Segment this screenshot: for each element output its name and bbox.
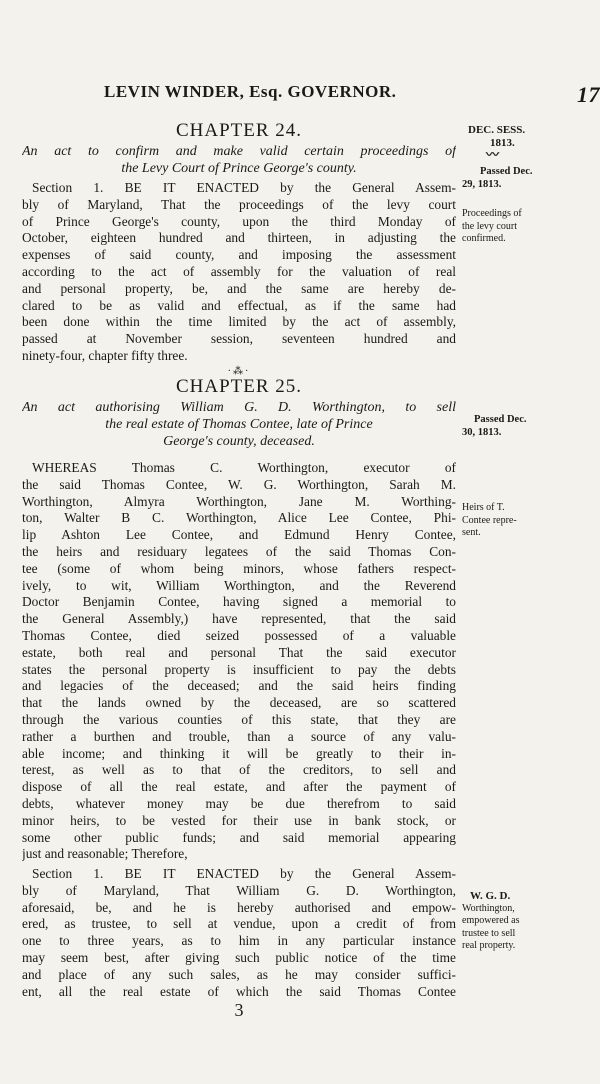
margin-ch24-passed-1: Passed Dec. — [480, 166, 533, 177]
margin-heirs-1: Heirs of T. — [462, 502, 505, 513]
margin-ch24-note-3: confirmed. — [462, 233, 506, 244]
preamble-line-18: able income; and thinking it will be greatly to their in- — [22, 745, 456, 761]
margin-session — [468, 124, 588, 162]
margin-ch24-note-2: the levy court — [462, 220, 517, 232]
chapter-24-line-2: bly of Maryland, That the proceedings of the levy court — [22, 196, 456, 212]
chapter-24-heading: CHAPTER 24. — [175, 120, 303, 141]
margin-ch24-note-1: Proceedings of — [462, 208, 522, 219]
preamble-line-23: some other public funds; and said memorial appearing — [22, 829, 456, 845]
margin-heirs-3: sent. — [462, 527, 481, 538]
preamble-line-14: and legacies of the deceased; and the said heirs finding — [22, 678, 456, 694]
margin-ch25-heirs — [462, 502, 582, 540]
page-number: 17 — [577, 82, 600, 107]
chapter-25-title-line-2: the real estate of Thomas Contee, late of Prince — [105, 416, 373, 432]
preamble-line-9: Doctor Benjamin Contee, having signed a memorial to — [22, 594, 456, 610]
margin-ch24-note — [462, 208, 582, 246]
chapter-24-line-9: been done within the time limited by the act of assembly, — [22, 314, 456, 330]
margin-session-label: DEC. SESS. — [468, 124, 526, 136]
margin-trustee-4: trustee to sell — [462, 927, 516, 939]
chapter-24-line-11: ninety-four, chapter fifty three. — [22, 347, 188, 363]
folio-signature: 3 — [234, 1000, 244, 1020]
chapter-25-title-line-3: George's county, deceased. — [163, 433, 315, 449]
preamble-line-15: that the lands owned by the deceased, are so scattered — [22, 695, 456, 711]
section-line-5: one to three years, as to him in any particular instance — [22, 933, 456, 949]
preamble-line-2: the said Thomas Contee, W. G. Worthington, Sarah M. — [22, 476, 456, 492]
chapter-24-line-7: and personal property, be, and the same are hereby de- — [22, 280, 456, 296]
chapter-24-line-6: according to the act of assembly for the valuation of real — [22, 263, 456, 279]
margin-ch24-passed — [462, 166, 582, 191]
chapter-25-title-line-1: An act authorising William G. D. Worthington, to sell — [22, 400, 456, 415]
preamble-line-1: WHEREAS Thomas C. Worthington, executor of — [32, 460, 456, 475]
preamble-line-5: lip Ashton Lee Contee, and Edmund Henry Contee, — [22, 527, 456, 543]
preamble-line-20: dispose of all the real estate, and after the payment of — [22, 779, 456, 795]
running-header — [104, 82, 600, 107]
margin-session-year: 1813. — [490, 136, 515, 149]
margin-heirs-2: Contee repre- — [462, 514, 517, 526]
chapter-25-section — [22, 866, 456, 1000]
margin-trustee-5: real property. — [462, 940, 516, 951]
chapter-24-text — [22, 180, 456, 365]
chapter-24-line-8: clared to be as valid and effectual, as if the same had — [22, 297, 456, 313]
preamble-line-24: just and reasonable; Therefore, — [22, 846, 188, 862]
section-line-1: Section 1. BE IT ENACTED by the General Assem- — [32, 866, 456, 881]
chapter-24-title-line-1: An act to confirm and make valid certain proceedings of — [22, 144, 456, 159]
margin-ch25-passed-2: 30, 1813. — [462, 426, 502, 438]
chapter-24-line-3: of Prince George's county, upon the third Monday of — [22, 213, 456, 229]
preamble-line-13: states the personal property is insufficient to pay the debts — [22, 661, 456, 677]
preamble-line-12: estate, both real and personal That the said executor — [22, 644, 456, 660]
chapter-24-line-4: October, eighteen hundred and thirteen, in adjusting the — [22, 230, 456, 246]
margin-trustee-1: W. G. D. — [470, 890, 511, 902]
preamble-line-17: rather a burthen and trouble, than a source of any valu- — [22, 728, 456, 744]
preamble-line-10: the General Assembly,) have represented, that the said — [22, 611, 456, 627]
preamble-line-6: the heirs and residuary legatees of the said Thomas Con- — [22, 543, 456, 559]
margin-trustee-3: empowered as — [462, 915, 520, 926]
margin-ch25-passed — [462, 414, 582, 439]
ornament-swash: 〰 — [486, 149, 500, 162]
section-line-6: may seem best, after giving such public notice of the time — [22, 949, 456, 965]
margin-trustee-2: Worthington, — [462, 902, 515, 914]
preamble-line-3: Worthington, Almyra Worthington, Jane M. Worthing- — [22, 493, 456, 509]
preamble-line-21: debts, whatever money may be due therefrom to said — [22, 795, 456, 811]
chapter-24-title — [22, 144, 456, 178]
preamble-line-8: ively, to wit, William Worthington, and the Reverend — [22, 577, 456, 593]
chapter-25-heading: CHAPTER 25. — [175, 376, 303, 397]
margin-ch25-passed-1: Passed Dec. — [474, 414, 527, 425]
margin-ch24-passed-2: 29, 1813. — [462, 178, 502, 190]
section-line-7: and place of any such sales, as he may consider suffici- — [22, 966, 456, 982]
section-line-3: aforesaid, be, and he is hereby authorised and empow- — [22, 899, 456, 915]
chapter-24-line-10: passed at November session, seventeen hundred and — [22, 331, 456, 347]
chapter-24-title-line-2: the Levy Court of Prince George's county. — [121, 160, 357, 176]
preamble-line-22: minor heirs, to be vested for their use in bank stock, or — [22, 812, 456, 828]
margin-ch25-trustee — [462, 890, 582, 953]
ornament-divider: ·⁂· — [227, 366, 251, 377]
preamble-line-4: ton, Walter B C. Worthington, Alice Lee Contee, Phi- — [22, 510, 456, 526]
chapter-24-line-1: Section 1. BE IT ENACTED by the General Assem- — [32, 180, 456, 195]
section-line-2: bly of Maryland, That William G. D. Worthington, — [22, 882, 456, 898]
chapter-25-preamble — [22, 460, 456, 863]
preamble-line-19: terest, as well as to that of the creditors, to sell and — [22, 762, 456, 778]
preamble-line-16: through the various counties of this state, that they are — [22, 711, 456, 727]
section-line-8: ent, all the real estate of which the said Thomas Contee — [22, 983, 456, 999]
preamble-line-11: Thomas Contee, died seized possessed of a valuable — [22, 627, 456, 643]
running-title: LEVIN WINDER, Esq. GOVERNOR. — [104, 82, 397, 101]
preamble-line-7: tee (some of whom being minors, whose fathers respect- — [22, 560, 456, 576]
chapter-25-title — [22, 400, 456, 450]
chapter-24-line-5: expenses of said county, and imposing the assessment — [22, 247, 456, 263]
section-line-4: ered, as trustee, to sell at vendue, upon a credit of from — [22, 916, 456, 932]
